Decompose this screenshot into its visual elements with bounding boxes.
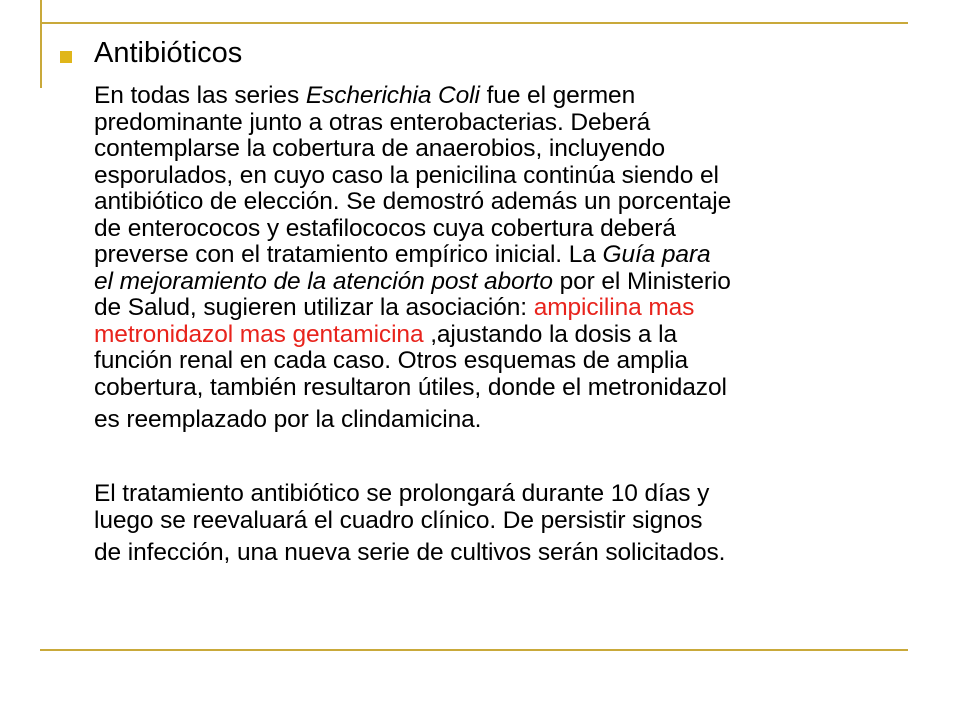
bottom-divider bbox=[40, 649, 908, 651]
paragraph-line: de enterococos y estafilococos cuya cobertura deberá bbox=[94, 214, 676, 242]
paragraph-line: El tratamiento antibiótico se prolongará durante 10 días y bbox=[94, 480, 710, 507]
paragraph-line: contemplarse la cobertura de anaerobios, incluyendo bbox=[94, 135, 666, 162]
paragraph-line: predominante junto a otras enterobacterias. Deberá bbox=[94, 108, 651, 136]
section-heading: Antibióticos bbox=[94, 37, 243, 69]
paragraph-line: luego se reevaluará el cuadro clínico. De persistir signos bbox=[94, 506, 703, 534]
italic-guide-title: el mejoramiento de la atención post aborto bbox=[94, 267, 553, 295]
paragraph-line: esporulados, en cuyo caso la penicilina continúa siendo el bbox=[94, 161, 719, 189]
paragraph-line: En todas las series Escherichia Coli fue el germen bbox=[94, 82, 636, 109]
square-bullet-icon bbox=[60, 51, 72, 63]
paragraph-line: de infección, una nueva serie de cultivos serán solicitados. bbox=[94, 539, 726, 566]
paragraph-line: es reemplazado por la clindamicina. bbox=[94, 406, 482, 433]
paragraph-line: antibiótico de elección. Se demostró además un porcentaje bbox=[94, 188, 732, 215]
italic-guide-title: Guía para bbox=[602, 241, 711, 268]
paragraph-line: preverse con el tratamiento empírico inicial. La Guía para bbox=[94, 241, 711, 268]
paragraph-line: función renal en cada caso. Otros esquemas de amplia bbox=[94, 347, 689, 374]
paragraph-line: el mejoramiento de la atención post aborto por el Ministerio bbox=[94, 267, 731, 295]
paragraph-line: cobertura, también resultaron útiles, donde el metronidazol bbox=[94, 373, 727, 401]
left-divider bbox=[40, 0, 42, 88]
paragraph-line: metronidazol mas gentamicina ,ajustando la dosis a la bbox=[94, 320, 678, 348]
paragraph-line: de Salud, sugieren utilizar la asociación: ampicilina mas bbox=[94, 294, 695, 321]
paragraph-treatment-duration bbox=[94, 481, 914, 567]
highlighted-regimen: metronidazol mas gentamicina bbox=[94, 320, 424, 348]
top-divider bbox=[40, 22, 908, 24]
paragraph-antibiotics bbox=[94, 83, 914, 434]
italic-term: Escherichia Coli bbox=[305, 82, 480, 109]
highlighted-regimen: ampicilina mas bbox=[533, 294, 695, 321]
